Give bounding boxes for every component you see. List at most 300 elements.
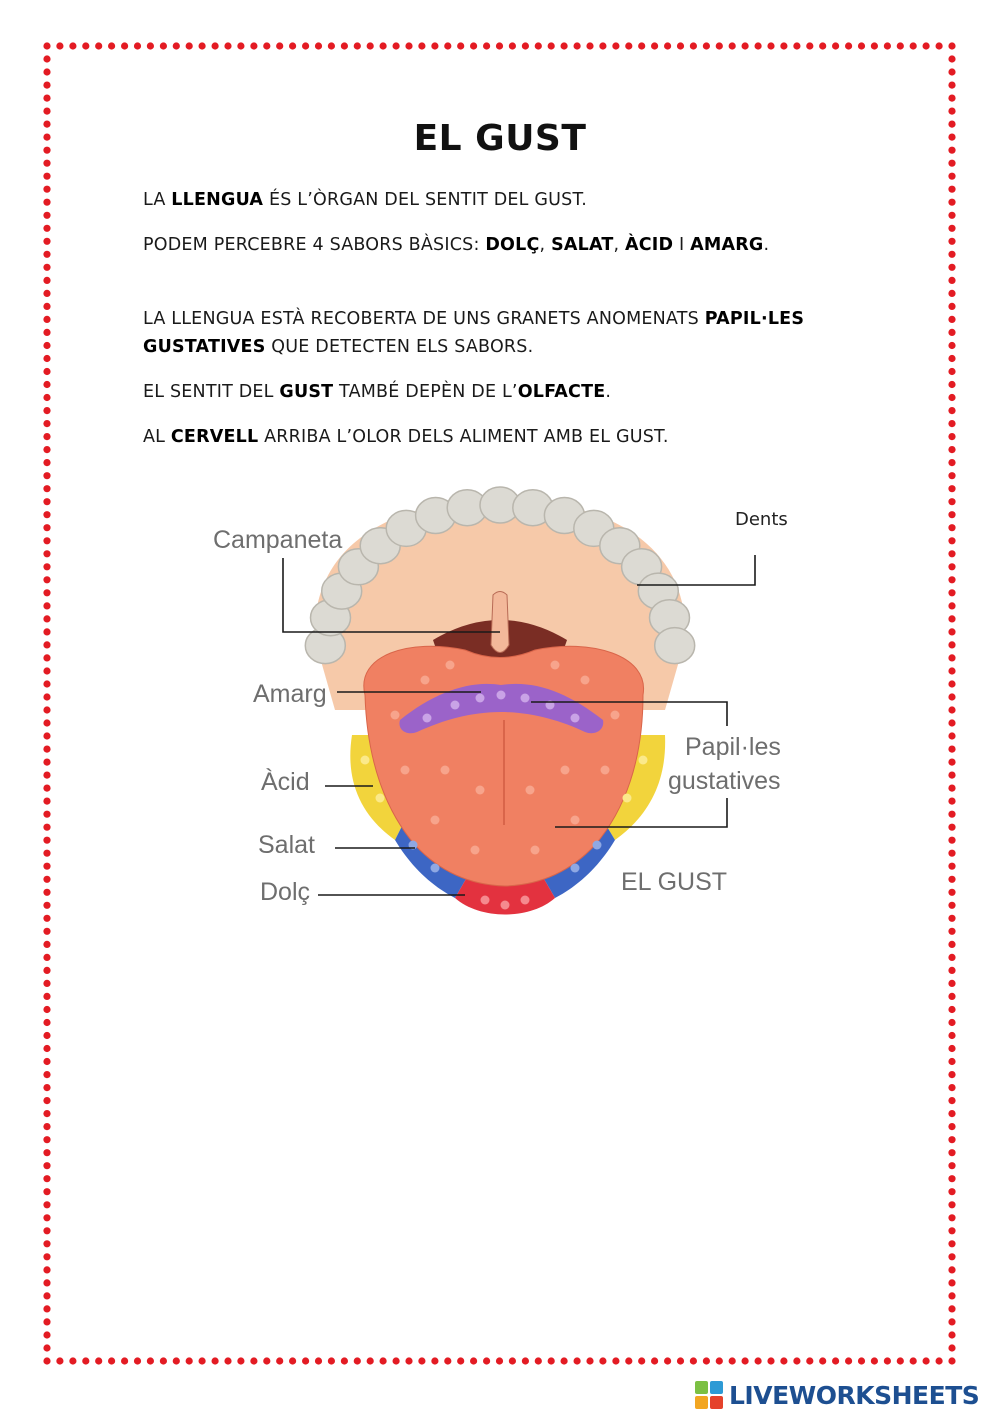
- border-dot: [948, 889, 955, 896]
- taste-bud-dot: [441, 766, 450, 775]
- border-dot: [948, 641, 955, 648]
- border-dot: [354, 42, 361, 49]
- border-dot: [444, 42, 451, 49]
- border-dot: [948, 368, 955, 375]
- border-dot: [897, 42, 904, 49]
- border-dot: [948, 407, 955, 414]
- border-dot: [948, 1214, 955, 1221]
- border-dot: [43, 732, 50, 739]
- border-dot: [948, 173, 955, 180]
- border-dot: [315, 1357, 322, 1364]
- border-dot: [948, 1253, 955, 1260]
- border-dot: [43, 225, 50, 232]
- border-dot: [43, 1344, 50, 1351]
- border-dot: [638, 1357, 645, 1364]
- border-dot: [147, 42, 154, 49]
- taste-bud-dot: [601, 766, 610, 775]
- border-dot: [43, 980, 50, 987]
- border-dot: [948, 680, 955, 687]
- border-dot: [43, 1305, 50, 1312]
- border-dot: [948, 798, 955, 805]
- border-dot: [43, 706, 50, 713]
- border-dot: [948, 290, 955, 297]
- border-dot: [43, 550, 50, 557]
- border-dot: [289, 42, 296, 49]
- border-dot: [483, 1357, 490, 1364]
- border-dot: [845, 42, 852, 49]
- border-dot: [43, 1331, 50, 1338]
- border-dot: [897, 1357, 904, 1364]
- text-run: LA LLENGUA ESTÀ RECOBERTA DE UNS GRANETS ANOMENATS: [143, 309, 705, 329]
- border-dot: [819, 42, 826, 49]
- border-dot: [418, 1357, 425, 1364]
- border-dot: [948, 706, 955, 713]
- border-dot: [716, 42, 723, 49]
- label-el-gust: EL GUST: [621, 868, 728, 896]
- border-dot: [43, 602, 50, 609]
- border-dot: [948, 876, 955, 883]
- border-dot: [948, 615, 955, 622]
- border-dot: [948, 732, 955, 739]
- border-dot: [380, 1357, 387, 1364]
- border-dot: [43, 498, 50, 505]
- taste-bud-dot: [391, 711, 400, 720]
- border-dot: [250, 42, 257, 49]
- border-dot: [43, 1097, 50, 1104]
- border-dot: [199, 42, 206, 49]
- bold-term: LLENGUA: [171, 190, 264, 210]
- border-dot: [948, 1227, 955, 1234]
- border-dot: [884, 1357, 891, 1364]
- border-dot: [43, 1123, 50, 1130]
- border-dot: [43, 108, 50, 115]
- border-dot: [43, 55, 50, 62]
- taste-bud-dot: [639, 756, 648, 765]
- border-dot: [948, 95, 955, 102]
- bold-term: ÀCID: [625, 235, 674, 255]
- taste-bud-dot: [593, 841, 602, 850]
- border-dot: [948, 746, 955, 753]
- border-dot: [767, 42, 774, 49]
- border-dot: [509, 1357, 516, 1364]
- border-dot: [328, 1357, 335, 1364]
- border-dot: [43, 654, 50, 661]
- border-dot: [43, 837, 50, 844]
- border-dot: [43, 628, 50, 635]
- border-dot: [212, 1357, 219, 1364]
- paragraph-basic-tastes: [143, 231, 823, 259]
- border-dot: [948, 485, 955, 492]
- border-dot: [43, 290, 50, 297]
- border-dot: [948, 811, 955, 818]
- taste-bud-dot: [551, 661, 560, 670]
- border-dot: [806, 1357, 813, 1364]
- border-dot: [43, 824, 50, 831]
- label-salat: Salat: [258, 831, 315, 859]
- border-dot: [43, 95, 50, 102]
- border-dot: [948, 1032, 955, 1039]
- border-dot: [742, 42, 749, 49]
- border-dot: [43, 785, 50, 792]
- bold-term: SALAT: [551, 235, 614, 255]
- text-run: ,: [613, 235, 626, 255]
- border-dot: [755, 42, 762, 49]
- bold-term: DOLÇ: [485, 235, 540, 255]
- border-dot: [948, 264, 955, 271]
- border-dot: [832, 1357, 839, 1364]
- taste-bud-dot: [581, 676, 590, 685]
- border-dot: [431, 42, 438, 49]
- border-dot: [147, 1357, 154, 1364]
- border-dot: [664, 1357, 671, 1364]
- border-dot: [948, 563, 955, 570]
- border-dot: [948, 654, 955, 661]
- border-dot: [43, 212, 50, 219]
- border-dot: [431, 1357, 438, 1364]
- border-dot: [948, 277, 955, 284]
- border-dot: [43, 537, 50, 544]
- text-run: ARRIBA L’OLOR DELS ALIMENT AMB EL GUST.: [258, 427, 669, 447]
- border-dot: [948, 42, 955, 49]
- border-dot: [43, 1253, 50, 1260]
- border-dot: [948, 719, 955, 726]
- page-title: EL GUST: [413, 118, 587, 159]
- border-dot: [43, 772, 50, 779]
- border-dot: [599, 42, 606, 49]
- border-dot: [832, 42, 839, 49]
- bold-term: PAPIL·LES GUSTATIVES: [143, 309, 805, 357]
- border-dot: [948, 667, 955, 674]
- border-dot: [677, 1357, 684, 1364]
- border-dot: [43, 1201, 50, 1208]
- border-dot: [393, 1357, 400, 1364]
- border-dot: [948, 772, 955, 779]
- border-dot: [948, 1006, 955, 1013]
- border-dot: [948, 1058, 955, 1065]
- border-dot: [43, 1032, 50, 1039]
- border-dot: [367, 1357, 374, 1364]
- border-dot: [43, 381, 50, 388]
- border-dot: [948, 160, 955, 167]
- border-dot: [948, 446, 955, 453]
- text-run: LA: [143, 190, 172, 210]
- border-dot: [43, 1110, 50, 1117]
- border-dot: [948, 433, 955, 440]
- border-dot: [405, 1357, 412, 1364]
- border-dot: [43, 485, 50, 492]
- border-dot: [948, 1162, 955, 1169]
- border-dot: [948, 1266, 955, 1273]
- text-run: EL SENTIT DEL: [143, 382, 280, 402]
- border-dot: [43, 238, 50, 245]
- border-dot: [948, 394, 955, 401]
- border-dot: [43, 368, 50, 375]
- border-dot: [948, 602, 955, 609]
- border-dot: [703, 1357, 710, 1364]
- border-dot: [948, 1188, 955, 1195]
- border-dot: [948, 537, 955, 544]
- border-dot: [263, 1357, 270, 1364]
- border-dot: [948, 1292, 955, 1299]
- border-dot: [43, 186, 50, 193]
- border-dot: [690, 1357, 697, 1364]
- taste-bud-dot: [571, 816, 580, 825]
- border-dot: [43, 82, 50, 89]
- border-dot: [858, 42, 865, 49]
- border-dot: [43, 589, 50, 596]
- border-dot: [43, 876, 50, 883]
- label-dolc: Dolç: [260, 878, 311, 906]
- border-dot: [522, 1357, 529, 1364]
- border-dot: [871, 1357, 878, 1364]
- border-dot: [948, 1357, 955, 1364]
- border-dot: [108, 42, 115, 49]
- border-dot: [612, 1357, 619, 1364]
- border-dot: [302, 42, 309, 49]
- border-dot: [948, 589, 955, 596]
- border-dot: [948, 967, 955, 974]
- border-dot: [948, 55, 955, 62]
- border-dot: [95, 42, 102, 49]
- border-dot: [948, 1110, 955, 1117]
- border-dot: [43, 1045, 50, 1052]
- taste-bud-dot: [431, 864, 440, 873]
- label-papilles-2: gustatives: [668, 767, 781, 795]
- border-dot: [289, 1357, 296, 1364]
- border-dot: [470, 42, 477, 49]
- border-dot: [237, 1357, 244, 1364]
- border-dot: [43, 1006, 50, 1013]
- taste-bud-dot: [611, 711, 620, 720]
- border-dot: [302, 1357, 309, 1364]
- border-dot: [625, 1357, 632, 1364]
- border-dot: [948, 238, 955, 245]
- border-dot: [43, 355, 50, 362]
- border-dot: [173, 42, 180, 49]
- border-dot: [43, 759, 50, 766]
- border-dot: [948, 693, 955, 700]
- border-dot: [651, 1357, 658, 1364]
- border-dot: [948, 1305, 955, 1312]
- border-dot: [948, 355, 955, 362]
- text-run: PODEM PERCEBRE 4 SABORS BÀSICS:: [143, 235, 486, 255]
- uvula: [491, 592, 509, 653]
- taste-bud-dot: [526, 786, 535, 795]
- border-dot: [793, 1357, 800, 1364]
- border-dot: [638, 42, 645, 49]
- border-dot: [910, 1357, 917, 1364]
- border-dot: [43, 928, 50, 935]
- border-dot: [43, 446, 50, 453]
- border-dot: [43, 1058, 50, 1065]
- border-dot: [948, 1123, 955, 1130]
- border-dot: [43, 563, 50, 570]
- label-dents: Dents: [735, 509, 788, 530]
- border-dot: [858, 1357, 865, 1364]
- border-dot: [43, 420, 50, 427]
- border-dot: [599, 1357, 606, 1364]
- border-dot: [43, 160, 50, 167]
- border-dot: [43, 941, 50, 948]
- border-dot: [43, 1279, 50, 1286]
- border-dot: [160, 1357, 167, 1364]
- border-dot: [393, 42, 400, 49]
- liveworksheets-logo[interactable]: [695, 1378, 979, 1412]
- border-dot: [871, 42, 878, 49]
- border-dot: [819, 1357, 826, 1364]
- border-dot: [43, 993, 50, 1000]
- border-dot: [108, 1357, 115, 1364]
- border-dot: [43, 1071, 50, 1078]
- border-dot: [43, 1214, 50, 1221]
- border-dot: [948, 329, 955, 336]
- text-run: .: [763, 235, 770, 255]
- border-dot: [948, 108, 955, 115]
- border-dot: [43, 1019, 50, 1026]
- taste-bud-dot: [561, 766, 570, 775]
- taste-bud-dot: [501, 901, 510, 910]
- border-dot: [664, 42, 671, 49]
- border-dot: [43, 459, 50, 466]
- border-dot: [43, 277, 50, 284]
- border-dot: [43, 511, 50, 518]
- border-dot: [948, 251, 955, 258]
- taste-bud-dot: [401, 766, 410, 775]
- border-dot: [535, 42, 542, 49]
- border-dot: [134, 42, 141, 49]
- border-dot: [780, 42, 787, 49]
- border-dot: [793, 42, 800, 49]
- border-dot: [948, 420, 955, 427]
- label-campaneta: Campaneta: [213, 526, 343, 554]
- border-dot: [56, 1357, 63, 1364]
- border-dot: [43, 1240, 50, 1247]
- border-dot: [457, 1357, 464, 1364]
- border-dot: [263, 42, 270, 49]
- border-dot: [948, 902, 955, 909]
- taste-bud-dot: [623, 794, 632, 803]
- border-dot: [43, 407, 50, 414]
- border-dot: [315, 42, 322, 49]
- border-dot: [43, 902, 50, 909]
- border-dot: [522, 42, 529, 49]
- border-dot: [43, 1136, 50, 1143]
- border-dot: [612, 42, 619, 49]
- text-run: TAMBÉ DEPÈN DE L’: [333, 382, 518, 402]
- taste-bud-dot: [476, 786, 485, 795]
- border-dot: [496, 1357, 503, 1364]
- paragraph-taste-buds: [143, 305, 823, 361]
- paragraph-tongue-organ: [143, 186, 823, 214]
- border-dot: [948, 993, 955, 1000]
- border-dot: [548, 1357, 555, 1364]
- border-dot: [948, 1344, 955, 1351]
- border-dot: [948, 212, 955, 219]
- border-dot: [561, 1357, 568, 1364]
- border-dot: [948, 1136, 955, 1143]
- border-dot: [535, 1357, 542, 1364]
- border-dot: [457, 42, 464, 49]
- border-dot: [43, 915, 50, 922]
- border-dot: [43, 693, 50, 700]
- border-dot: [43, 472, 50, 479]
- border-dot: [651, 42, 658, 49]
- border-dot: [186, 42, 193, 49]
- border-dot: [574, 42, 581, 49]
- border-dot: [82, 42, 89, 49]
- border-dot: [237, 42, 244, 49]
- border-dot: [948, 837, 955, 844]
- border-dot: [742, 1357, 749, 1364]
- border-dot: [43, 967, 50, 974]
- taste-bud-dot: [361, 756, 370, 765]
- border-dot: [936, 42, 943, 49]
- border-dot: [948, 1318, 955, 1325]
- border-dot: [948, 511, 955, 518]
- bold-term: OLFACTE: [517, 382, 606, 402]
- border-dot: [43, 316, 50, 323]
- border-dot: [43, 264, 50, 271]
- border-dot: [625, 42, 632, 49]
- border-dot: [948, 954, 955, 961]
- border-dot: [496, 42, 503, 49]
- taste-bud-dot: [421, 676, 430, 685]
- border-dot: [380, 42, 387, 49]
- border-dot: [250, 1357, 257, 1364]
- border-dot: [586, 1357, 593, 1364]
- text-run: ÉS L’ÒRGAN DEL SENTIT DEL GUST.: [263, 190, 588, 210]
- border-dot: [43, 1266, 50, 1273]
- border-dot: [884, 42, 891, 49]
- border-dot: [121, 1357, 128, 1364]
- bold-term: AMARG: [690, 235, 764, 255]
- border-dot: [418, 42, 425, 49]
- liveworksheets-logo-text: LIVEWORKSHEETS: [729, 1380, 980, 1410]
- border-dot: [948, 199, 955, 206]
- border-dot: [586, 42, 593, 49]
- border-dot: [43, 1227, 50, 1234]
- border-dot: [845, 1357, 852, 1364]
- border-dot: [923, 1357, 930, 1364]
- border-dot: [43, 863, 50, 870]
- border-dot: [923, 42, 930, 49]
- text-run: ,: [539, 235, 552, 255]
- border-dot: [82, 1357, 89, 1364]
- border-dot: [276, 1357, 283, 1364]
- border-dot: [910, 42, 917, 49]
- border-dot: [43, 1149, 50, 1156]
- border-dot: [948, 1019, 955, 1026]
- border-dot: [43, 667, 50, 674]
- border-dot: [405, 42, 412, 49]
- border-dot: [43, 42, 50, 49]
- border-dot: [354, 1357, 361, 1364]
- border-dot: [43, 615, 50, 622]
- border-dot: [43, 251, 50, 258]
- taste-bud-dot: [431, 816, 440, 825]
- border-dot: [948, 381, 955, 388]
- border-dot: [948, 628, 955, 635]
- border-dot: [43, 1188, 50, 1195]
- border-dot: [43, 303, 50, 310]
- border-dot: [780, 1357, 787, 1364]
- border-dot: [936, 1357, 943, 1364]
- border-dot: [948, 1331, 955, 1338]
- border-dot: [173, 1357, 180, 1364]
- border-dot: [948, 941, 955, 948]
- border-dot: [276, 42, 283, 49]
- border-dot: [948, 550, 955, 557]
